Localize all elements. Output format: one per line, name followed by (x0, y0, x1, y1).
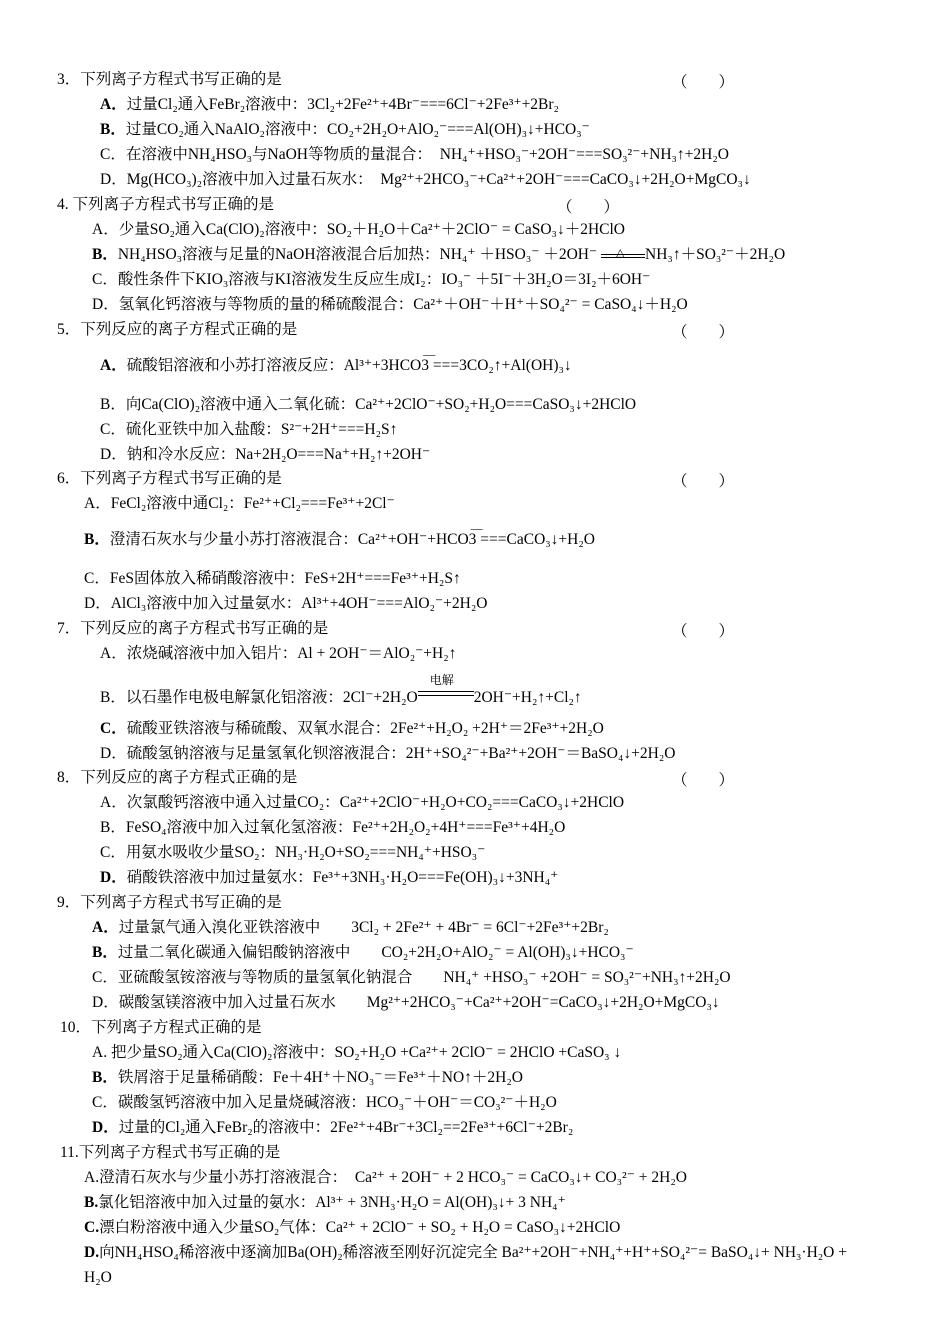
q5-a-ion-charge: — 3 (421, 347, 436, 374)
q6-option-d: D．AlCl₃溶液中加入过量氨水：Al³⁺+4OH⁻===AlO₂⁻+2H₂O (84, 595, 488, 612)
q6-b-ion-charge: — 3 (468, 521, 483, 548)
q6-option-c: C．FeS固体放入稀硝酸溶液中：FeS+2H⁺===Fe³⁺+H₂S↑ (84, 570, 461, 587)
q4-option-c: C．酸性条件下KIO₃溶液与KI溶液发生反应生成I₂：IO₃⁻ ＋5I⁻＋3H₂O＝3I₂＋6OH⁻ (92, 271, 651, 288)
q6-b-label: B． (84, 531, 110, 548)
q3-stem-text: 3．下列离子方程式书写正确的是 (57, 71, 282, 88)
q8-option-d (100, 868, 558, 888)
q7-b-text-1: B．以石墨作电极电解氯化铝溶液：2Cl⁻+2H₂O (100, 689, 418, 706)
q11-b-label: B. (84, 1194, 99, 1211)
q5-stem: 5．下列反应的离子方程式正确的是 (57, 321, 298, 338)
q8-d-text: 硝酸铁溶液中加过量氨水：Fe³⁺+3NH₃·H₂O===Fe(OH)₃↓+3NH₄⁺ (126, 869, 559, 886)
q9-a-text: 过量氯气通入溴化亚铁溶液中 3Cl₂ + 2Fe²⁺ + 4Br⁻ = 6Cl⁻+2Fe³⁺+2Br₂ (118, 919, 609, 936)
q9-stem: 9．下列离子方程式书写正确的是 (57, 894, 282, 911)
q3-a-text: 过量Cl₂通入FeBr₂溶液中：3Cl₂+2Fe²⁺+4Br⁻===6Cl⁻+2Fe³⁺+2Br₂ (126, 96, 559, 113)
q10-d-label: D． (92, 1119, 119, 1136)
q5-option-a (100, 347, 572, 376)
q6-option-a: A．FeCl₂溶液中通Cl₂：Fe²⁺+Cl₂===Fe³⁺+2Cl⁻ (84, 495, 395, 512)
q11-stem: 11.下列离子方程式书写正确的是 (60, 1144, 281, 1161)
q9-option-c: C．亚硫酸氢铵溶液与等物质的量氢氧化钠混合 NH₄⁺ +HSO₃⁻ +2OH⁻ = SO₃²⁻+NH₃↑+2H₂O (92, 969, 731, 986)
q8-option-b: B．FeSO₄溶液中加入过氧化氢溶液：Fe²⁺+2H₂O₂+4H⁺===Fe³⁺+4H₂O (100, 819, 566, 836)
q4-option-b (92, 245, 785, 265)
q4-b-text-2: NH₃↑＋SO₃²⁻＋2H₂O (645, 246, 786, 263)
q11-option-b (84, 1193, 566, 1213)
q11-d-text-1: 向NH₄HSO₄稀溶液中逐滴加Ba(OH)₂稀溶液至刚好沉淀完全 Ba²⁺+2OH⁻+NH₄⁺+H⁺+SO₄²⁻= BaSO₄↓+ NH₃·H₂O + (99, 1244, 847, 1261)
q8-option-a: A．次氯酸钙溶液中通入过量CO₂：Ca²⁺+2ClO⁻+H₂O+CO₂===CaCO₃↓+2HClO (100, 794, 625, 811)
q10-b-label: B． (92, 1069, 118, 1086)
q11-c-text: 漂白粉溶液中通入少量SO₂气体：Ca²⁺ + 2ClO⁻ + SO₂ + H₂O = CaSO₃↓+2HClO (99, 1219, 621, 1236)
q5-a-label: A． (100, 357, 127, 374)
q10-option-a: A. 把少量SO₂通入Ca(ClO)₂溶液中：SO₂+H₂O +Ca²⁺+ 2ClO⁻ = 2HClO +CaSO₃ ↓ (92, 1044, 622, 1061)
q11-option-c (84, 1218, 620, 1238)
q4-b-label: B． (92, 246, 118, 263)
q3-option-b (100, 120, 590, 140)
q9-a-label: A． (92, 919, 119, 936)
q11-option-d (84, 1243, 847, 1263)
q4-answer-bracket: （ ） (557, 199, 620, 216)
q9-option-d: D．碳酸氢镁溶液中加入过量石灰水 Mg²⁺+2HCO₃⁻+Ca²⁺+2OH⁻=CaCO₃↓+2H₂O+MgCO₃↓ (92, 994, 720, 1011)
q7-option-d: D．硫酸氢钠溶液与足量氢氧化钡溶液混合：2H⁺+SO₄²⁻+Ba²⁺+2OH⁻＝BaSO₄↓+2H₂O (100, 745, 676, 762)
q5-option-d: D．钠和冷水反应：Na+2H₂O===Na⁺+H₂↑+2OH⁻ (100, 446, 431, 463)
q4-b-text-1: NH₄HSO₃溶液与足量的NaOH溶液混合后加热：NH₄⁺ ＋HSO₃⁻ ＋2OH⁻ (117, 246, 598, 263)
q7-answer-bracket: （ ） (672, 623, 735, 640)
q6-b-text-2: ===CaCO₃↓+H₂O (476, 531, 595, 548)
q3-a-label: A． (100, 96, 127, 113)
q3-answer-bracket: （ ） (672, 74, 735, 91)
q9-b-text: 过量二氧化碳通入偏铝酸钠溶液中 CO₂+2H₂O+AlO₂⁻ = Al(OH)₃↓+HCO₃⁻ (117, 944, 634, 961)
q10-option-c: C．碳酸氢钙溶液中加入足量烧碱溶液：HCO₃⁻＋OH⁻＝CO₃²⁻＋H₂O (92, 1094, 557, 1111)
q5-a-text-1: 硫酸铝溶液和小苏打溶液反应：Al³⁺+3HCO (126, 357, 422, 374)
q3-stem (57, 70, 282, 90)
q3-option-d: D．Mg(HCO₃)₂溶液中加入过量石灰水： Mg²⁺+2HCO₃⁻+Ca²⁺+2OH⁻===CaCO₃↓+2H₂O+MgCO₃↓ (100, 171, 751, 188)
q8-answer-bracket: （ ） (672, 772, 735, 789)
q7-c-label: C． (100, 720, 127, 737)
q9-option-a (92, 918, 609, 938)
q5-option-c: C．硫化亚铁中加入盐酸：S²⁻+2H⁺===H₂S↑ (100, 421, 398, 438)
q6-option-b (84, 521, 595, 550)
q11-d-label: D. (84, 1244, 100, 1261)
q7-option-c (100, 719, 604, 739)
q10-stem: 10．下列离子方程式正确的是 (60, 1019, 262, 1036)
q8-option-c: C．用氨水吸收少量SO₂：NH₃·H₂O+SO₂===NH₄⁺+HSO₃⁻ (100, 844, 486, 861)
q10-option-d (92, 1118, 573, 1138)
q3-option-c: C．在溶液中NH₄HSO₃与NaOH等物质的量混合： NH₄⁺+HSO₃⁻+2OH⁻===SO₃²⁻+NH₃↑+2H₂O (100, 146, 729, 163)
q11-c-label: C. (84, 1219, 100, 1236)
q5-answer-bracket: （ ） (672, 324, 735, 341)
q7-c-text: 硫酸亚铁溶液与稀硫酸、双氧水混合：2Fe²⁺+H₂O₂ +2H⁺＝2Fe³⁺+2H₂O (126, 720, 604, 737)
q10-d-text: 过量的Cl₂通入FeBr₂的溶液中：2Fe²⁺+4Br⁻+3Cl₂==2Fe³⁺+6Cl⁻+2Br₂ (118, 1119, 574, 1136)
q9-b-label: B． (92, 944, 118, 961)
q7-option-a: A．浓烧碱溶液中加入铝片：Al + 2OH⁻＝AlO₂⁻+H₂↑ (100, 645, 457, 662)
q10-option-b (92, 1068, 523, 1088)
q11-option-d-continued: H₂O (84, 1269, 112, 1286)
q3-option-a (100, 95, 559, 115)
electrolysis-condition-mark: 电解 (418, 688, 474, 708)
q4-stem: 4. 下列离子方程式书写正确的是 (57, 196, 275, 213)
q5-option-b: B．向Ca(ClO)₂溶液中通入二氧化硫：Ca²⁺+2ClO⁻+SO₂+H₂O===CaSO₃↓+2HClO (100, 396, 637, 413)
q4-option-d: D．氢氧化钙溶液与等物质的量的稀硫酸混合：Ca²⁺＋OH⁻＋H⁺＋SO₄²⁻ = CaSO₄↓＋H₂O (92, 296, 688, 313)
q8-d-label: D． (100, 869, 127, 886)
triangle-icon: △ (616, 247, 625, 259)
q6-answer-bracket: （ ） (672, 473, 735, 490)
q6-b-text-1: 澄清石灰水与少量小苏打溶液混合：Ca²⁺+OH⁻+HCO (109, 531, 469, 548)
q4-option-a: A．少量SO₂通入Ca(ClO)₂溶液中：SO₂＋H₂O＋Ca²⁺＋2ClO⁻ = CaSO₃↓＋2HClO (92, 221, 625, 238)
q7-stem: 7．下列反应的离子方程式书写正确的是 (57, 620, 329, 637)
q9-option-b (92, 943, 634, 963)
q3-b-label: B． (100, 121, 126, 138)
q7-option-b (100, 673, 582, 708)
q5-a-text-2: ===3CO₂↑+Al(OH)₃↓ (429, 357, 572, 374)
q8-stem: 8．下列反应的离子方程式正确的是 (57, 769, 298, 786)
q3-b-text: 过量CO₂通入NaAlO₂溶液中：CO₂+2H₂O+AlO₂⁻===Al(OH)₃↓+HCO₃⁻ (125, 121, 590, 138)
q6-stem: 6．下列离子方程式书写正确的是 (57, 470, 282, 487)
q7-b-text-2: 2OH⁻+H₂↑+Cl₂↑ (473, 689, 582, 706)
q11-option-a: A.澄清石灰水与少量小苏打溶液混合： Ca²⁺ + 2OH⁻ + 2 HCO₃⁻ = CaCO₃↓+ CO₃²⁻ + 2H₂O (84, 1169, 687, 1186)
q11-b-text: 氯化铝溶液中加入过量的氨水：Al³⁺ + 3NH₃·H₂O = Al(OH)₃↓+ 3 NH₄⁺ (98, 1194, 566, 1211)
q10-b-text: 铁屑溶于足量稀硝酸：Fe＋4H⁺＋NO₃⁻＝Fe³⁺＋NO↑＋2H₂O (117, 1069, 523, 1086)
heating-condition-mark (601, 245, 645, 265)
